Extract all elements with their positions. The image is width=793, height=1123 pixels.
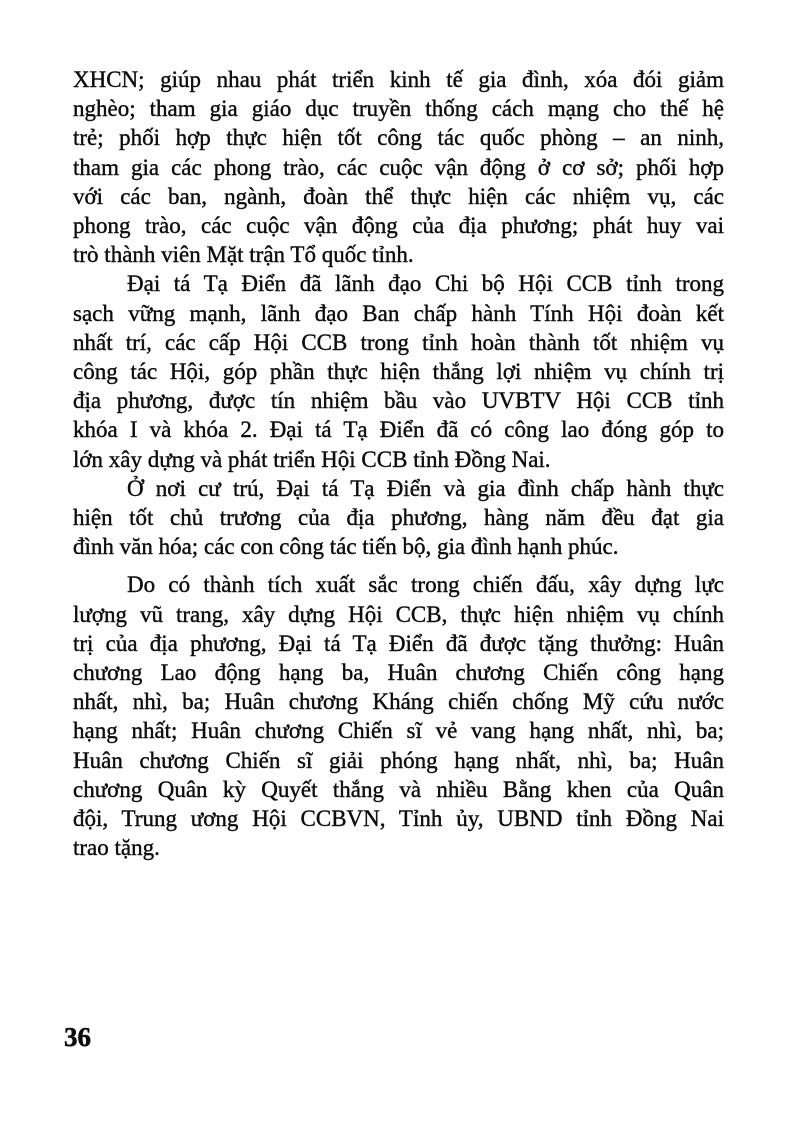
text-line: tham gia các phong trào, các cuộc vận động ở cơ sở; phối hợp xyxy=(73,154,724,180)
text-line: phong trào, các cuộc vận động của địa phương; phát huy vai xyxy=(73,213,724,239)
text-line: với các ban, ngành, đoàn thể thực hiện các nhiệm vụ, các xyxy=(73,183,724,209)
text-line: đình văn hóa; các con công tác tiến bộ, gia đình hạnh phúc. xyxy=(73,534,619,560)
text-line: chương Lao động hạng ba, Huân chương Chiến công hạng xyxy=(73,660,724,686)
paragraph xyxy=(73,269,724,473)
text-line: hiện tốt chủ trương của địa phương, hàng năm đều đạt gia xyxy=(73,505,724,531)
text-line: nhất trí, các cấp Hội CCB trong tỉnh hoàn thành tốt nhiệm vụ xyxy=(73,329,724,355)
text-line: sạch vững mạnh, lãnh đạo Ban chấp hành Tính Hội đoàn kết xyxy=(73,300,724,326)
text-line: trẻ; phối hợp thực hiện tốt công tác quốc phòng – an ninh, xyxy=(73,125,724,151)
page-number: 36 xyxy=(64,1022,91,1052)
text-line: nhất, nhì, ba; Huân chương Kháng chiến chống Mỹ cứu nước xyxy=(73,689,724,715)
text-line: Ở nơi cư trú, Đại tá Tạ Điển và gia đình chấp hành thực xyxy=(127,475,724,501)
text-line: XHCN; giúp nhau phát triển kinh tế gia đình, xóa đói giảm xyxy=(73,67,724,92)
text-line: Huân chương Chiến sĩ giải phóng hạng nhất, nhì, ba; Huân xyxy=(73,747,724,773)
text-line: đội, Trung ương Hội CCBVN, Tỉnh ủy, UBND tỉnh Đồng Nai xyxy=(73,806,724,832)
paragraph xyxy=(73,474,724,562)
text-line: trao tặng. xyxy=(73,835,160,861)
text-line: Đại tá Tạ Điển đã lãnh đạo Chi bộ Hội CCB tỉnh trong xyxy=(127,271,724,297)
text-line: hạng nhất; Huân chương Chiến sĩ vẻ vang hạng nhất, nhì, ba; xyxy=(73,718,724,744)
text-block xyxy=(73,65,724,862)
text-line: trị của địa phương, Đại tá Tạ Điển đã được tặng thưởng: Huân xyxy=(73,630,724,656)
text-line: trò thành viên Mặt trận Tổ quốc tỉnh. xyxy=(73,242,414,268)
text-line: địa phương, được tín nhiệm bầu vào UVBTV Hội CCB tỉnh xyxy=(73,388,724,414)
paragraph xyxy=(73,65,724,269)
paragraph xyxy=(73,570,724,862)
text-line: Do có thành tích xuất sắc trong chiến đấu, xây dựng lực xyxy=(127,572,724,598)
text-line: chương Quân kỳ Quyết thắng và nhiều Bằng khen của Quân xyxy=(73,776,724,802)
text-line: khóa I và khóa 2. Đại tá Tạ Điển đã có công lao đóng góp to xyxy=(73,417,724,443)
text-line: công tác Hội, góp phần thực hiện thắng lợi nhiệm vụ chính trị xyxy=(73,359,724,385)
text-line: nghèo; tham gia giáo dục truyền thống cách mạng cho thế hệ xyxy=(73,96,724,122)
text-line: lớn xây dựng và phát triển Hội CCB tỉnh Đồng Nai. xyxy=(73,446,551,472)
text-line: lượng vũ trang, xây dựng Hội CCB, thực hiện nhiệm vụ chính xyxy=(73,601,724,627)
